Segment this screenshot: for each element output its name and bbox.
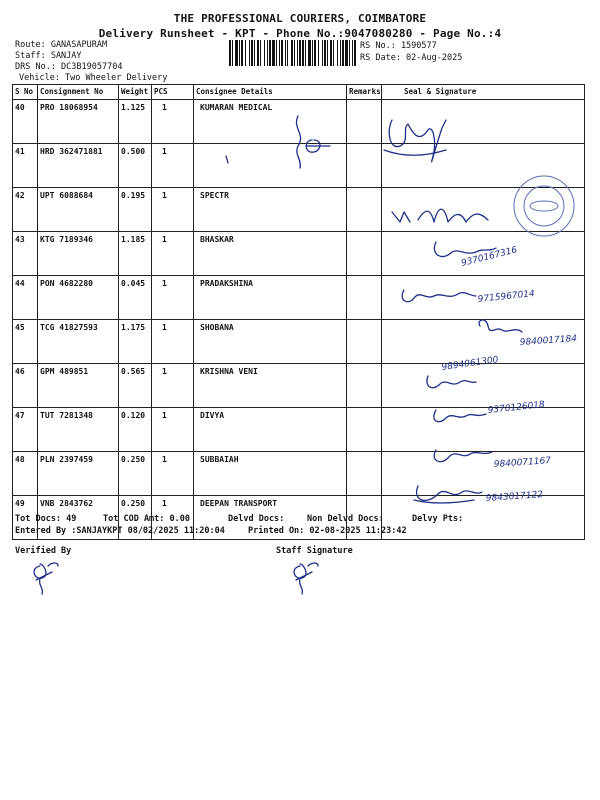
cell-pcs: 1 <box>152 188 194 232</box>
barcode-bar <box>276 40 277 66</box>
staff-label: Staff: SANJAY <box>15 51 82 61</box>
cell-sno: 42 <box>13 188 38 232</box>
header-consignment: Consignment No <box>38 85 119 100</box>
barcode-bar <box>257 40 259 66</box>
cell-signature <box>382 100 585 144</box>
cell-weight: 0.045 <box>119 276 152 320</box>
entered-by: Entered By :SANJAYKPT 08/02/2025 11:20:04 <box>15 526 225 536</box>
barcode-bar <box>235 40 238 66</box>
barcode-bar <box>333 40 334 66</box>
barcode-bar <box>267 40 268 66</box>
barcode-bar <box>264 40 265 66</box>
barcode-bar <box>245 40 246 66</box>
runsheet-subtitle: Delivery Runsheet - KPT - Phone No.:9047080280 - Page No.:4 <box>98 27 502 40</box>
barcode <box>229 40 357 66</box>
total-docs: Tot Docs: 49 <box>15 514 77 524</box>
handwritten-note: 9715967014 <box>477 289 536 305</box>
cell-consignee: SPECTR <box>194 188 347 232</box>
cell-sno: 49 <box>13 496 38 540</box>
handwritten-note: 9840017184 <box>519 334 578 348</box>
barcode-bar <box>305 40 306 66</box>
cell-signature <box>382 232 585 276</box>
barcode-bar <box>299 40 301 66</box>
table-row <box>13 276 585 320</box>
cell-sno: 48 <box>13 452 38 496</box>
header-pcs: PCS <box>152 85 194 100</box>
cell-sno: 40 <box>13 100 38 144</box>
cell-weight: 1.185 <box>119 232 152 276</box>
barcode-bar <box>302 40 304 66</box>
cell-weight: 0.195 <box>119 188 152 232</box>
barcode-bar <box>239 40 240 66</box>
barcode-bar <box>232 40 233 66</box>
route-label: Route: GANASAPURAM <box>15 40 108 50</box>
table-row <box>13 364 585 408</box>
table-row <box>13 452 585 496</box>
handwritten-note: 9370167316 <box>460 245 519 269</box>
cell-consignment: TCG 41827593 <box>38 320 119 364</box>
header-weight: Weight <box>119 85 152 100</box>
cell-signature <box>382 320 585 364</box>
verified-by-label: Verified By <box>15 546 72 556</box>
barcode-bar <box>254 40 255 66</box>
cell-remarks <box>347 232 382 276</box>
cell-pcs: 1 <box>152 232 194 276</box>
barcode-bar <box>318 40 319 66</box>
barcode-bar <box>308 40 311 66</box>
cell-pcs: 1 <box>152 408 194 452</box>
table-header-row <box>13 85 585 100</box>
total-cod-amount: Tot COD Amt: 0.00 <box>103 514 190 524</box>
cell-weight: 0.250 <box>119 452 152 496</box>
barcode-bar <box>251 40 253 66</box>
barcode-bar <box>312 40 313 66</box>
barcode-bar <box>327 40 328 66</box>
cell-pcs: 1 <box>152 144 194 188</box>
handwritten-note: 9370126018 <box>487 400 546 416</box>
barcode-bar <box>354 40 356 66</box>
barcode-bar <box>269 40 271 66</box>
cell-remarks <box>347 144 382 188</box>
barcode-bar <box>279 40 280 66</box>
cell-remarks <box>347 408 382 452</box>
header-remarks: Remarks <box>347 85 382 100</box>
cell-pcs: 1 <box>152 320 194 364</box>
cell-signature <box>382 188 585 232</box>
barcode-bar <box>342 40 344 66</box>
delivery-points: Delvy Pts: <box>412 514 464 524</box>
barcode-bar <box>349 40 350 66</box>
cell-sno: 43 <box>13 232 38 276</box>
cell-consignment: TUT 7281348 <box>38 408 119 452</box>
barcode-bar <box>297 40 298 66</box>
cell-sno: 46 <box>13 364 38 408</box>
cell-consignee: BHASKAR <box>194 232 347 276</box>
barcode-bar <box>272 40 275 66</box>
handwritten-note: 9840071167 <box>493 456 552 470</box>
table-row <box>13 144 585 188</box>
table-row <box>13 320 585 364</box>
barcode-bar <box>322 40 323 66</box>
cell-remarks <box>347 452 382 496</box>
cell-consignee: DEEPAN TRANSPORT <box>194 496 347 540</box>
cell-consignment: UPT 6088684 <box>38 188 119 232</box>
barcode-bar <box>241 40 243 66</box>
cell-consignee: PRADAKSHINA <box>194 276 347 320</box>
barcode-bar <box>314 40 316 66</box>
cell-signature <box>382 276 585 320</box>
cell-signature <box>382 144 585 188</box>
barcode-bar <box>285 40 286 66</box>
cell-consignment: GPM 489851 <box>38 364 119 408</box>
cell-consignment: HRD 362471881 <box>38 144 119 188</box>
cell-consignee <box>194 144 347 188</box>
cell-consignment: PON 4682280 <box>38 276 119 320</box>
header-sno: S No <box>13 85 38 100</box>
cell-pcs: 1 <box>152 100 194 144</box>
cell-sno: 47 <box>13 408 38 452</box>
rs-number: RS No.: 1590577 <box>360 41 437 51</box>
runsheet-table <box>12 84 585 540</box>
table-row <box>13 100 585 144</box>
barcode-bar <box>345 40 348 66</box>
cell-consignee: SUBBAIAH <box>194 452 347 496</box>
barcode-bar <box>287 40 288 66</box>
cell-consignee: SHOBANA <box>194 320 347 364</box>
drs-number: DRS No.: DC3B19057704 <box>15 62 123 72</box>
barcode-bar <box>260 40 261 66</box>
cell-consignee: KRISHNA VENI <box>194 364 347 408</box>
cell-remarks <box>347 100 382 144</box>
cell-consignment: KTG 7189346 <box>38 232 119 276</box>
barcode-bar <box>291 40 293 66</box>
cell-weight: 0.250 <box>119 496 152 540</box>
header-seal: Seal & Signature <box>382 85 585 100</box>
cell-consignment: PRO 18068954 <box>38 100 119 144</box>
cell-consignee: DIVYA <box>194 408 347 452</box>
table-row <box>13 232 585 276</box>
barcode-bar <box>249 40 250 66</box>
barcode-bar <box>352 40 353 66</box>
cell-signature <box>382 364 585 408</box>
non-delivered-docs: Non Delvd Docs: <box>307 514 384 524</box>
table-row <box>13 408 585 452</box>
cell-consignee: KUMARAN MEDICAL <box>194 100 347 144</box>
cell-consignment: VNB 2843762 <box>38 496 119 540</box>
cell-remarks <box>347 276 382 320</box>
cell-pcs: 1 <box>152 452 194 496</box>
handwritten-note: 9894061300 <box>441 355 500 373</box>
cell-weight: 0.565 <box>119 364 152 408</box>
cell-signature <box>382 408 585 452</box>
delivered-docs: Delvd Docs: <box>228 514 285 524</box>
cell-remarks <box>347 364 382 408</box>
vehicle-label: Vehicle: Two Wheeler Delivery <box>19 73 168 83</box>
header-consignee: Consignee Details <box>194 85 347 100</box>
barcode-bar <box>330 40 332 66</box>
cell-sno: 41 <box>13 144 38 188</box>
printed-on: Printed On: 02-08-2025 11:23:42 <box>248 526 407 536</box>
cell-sno: 45 <box>13 320 38 364</box>
cell-remarks <box>347 188 382 232</box>
handwritten-note: 9843017122 <box>485 490 544 504</box>
cell-weight: 0.500 <box>119 144 152 188</box>
cell-pcs: 1 <box>152 364 194 408</box>
barcode-bar <box>229 40 231 66</box>
rs-date: RS Date: 02-Aug-2025 <box>360 53 463 63</box>
cell-signature <box>382 452 585 496</box>
barcode-bar <box>340 40 341 66</box>
cell-weight: 0.120 <box>119 408 152 452</box>
cell-weight: 1.175 <box>119 320 152 364</box>
cell-pcs: 1 <box>152 276 194 320</box>
company-title: THE PROFESSIONAL COURIERS, COIMBATORE <box>173 12 427 25</box>
cell-pcs: 1 <box>152 496 194 540</box>
table-row <box>13 188 585 232</box>
staff-initial-scribble <box>294 563 318 594</box>
cell-remarks <box>347 320 382 364</box>
barcode-bar <box>294 40 295 66</box>
verifier-initial-scribble <box>34 563 58 594</box>
cell-weight: 1.125 <box>119 100 152 144</box>
cell-sno: 44 <box>13 276 38 320</box>
cell-consignment: PLN 2397459 <box>38 452 119 496</box>
staff-signature-label: Staff Signature <box>276 546 353 556</box>
barcode-bar <box>324 40 326 66</box>
barcode-bar <box>281 40 283 66</box>
barcode-bar <box>337 40 338 66</box>
